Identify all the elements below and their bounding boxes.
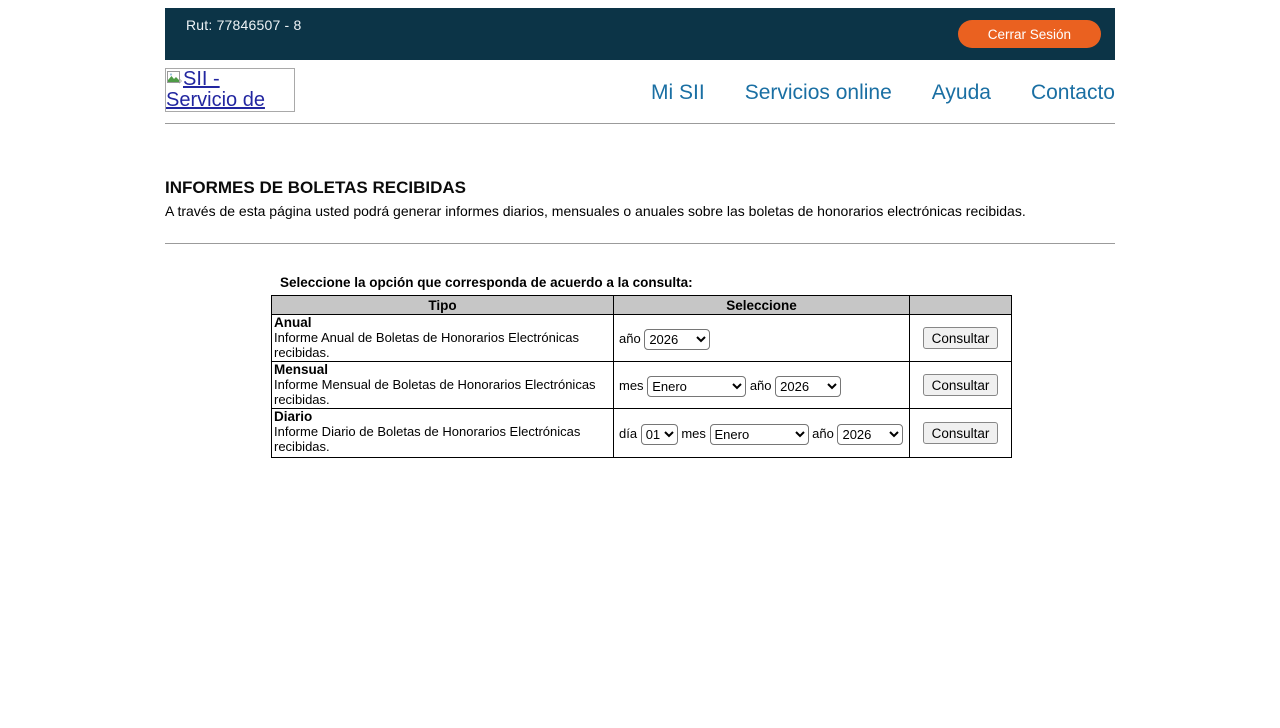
row-diario-type: Diario bbox=[274, 409, 313, 424]
diario-month-select[interactable] bbox=[710, 424, 809, 445]
diario-consultar-button[interactable]: Consultar bbox=[923, 422, 999, 444]
nav-item-servicios-online[interactable]: Servicios online bbox=[744, 81, 892, 104]
page-title: INFORMES DE BOLETAS RECIBIDAS bbox=[165, 178, 466, 197]
mensual-month-select[interactable] bbox=[647, 376, 746, 397]
table-header-row bbox=[272, 296, 1012, 315]
form-prompt: Seleccione la opción que corresponda de acuerdo a la consulta: bbox=[280, 275, 693, 290]
row-anual-description: Informe Anual de Boletas de Honorarios Electrónicas recibidas. bbox=[274, 330, 579, 360]
nav-item-contacto[interactable]: Contacto bbox=[1030, 81, 1115, 104]
table-row-anual bbox=[272, 315, 1012, 362]
row-mensual-type: Mensual bbox=[274, 362, 329, 377]
page-description: A través de esta página usted podrá generar informes diarios, mensuales o anuales sobre las boletas de honorarios electrónicas recibidas. bbox=[165, 203, 1026, 219]
anual-year-select[interactable] bbox=[644, 329, 710, 350]
anual-year-label: año bbox=[619, 330, 641, 346]
main-nav bbox=[651, 81, 1115, 105]
mensual-year-label: año bbox=[749, 377, 772, 393]
diario-day-label: día bbox=[619, 425, 638, 441]
mensual-consultar-button[interactable]: Consultar bbox=[923, 374, 999, 396]
consulta-form bbox=[271, 275, 1115, 458]
column-header-tipo: Tipo bbox=[272, 296, 614, 315]
row-mensual-description: Informe Mensual de Boletas de Honorarios Electrónicas recibidas. bbox=[274, 377, 596, 407]
column-header-empty bbox=[910, 296, 1012, 315]
diario-day-select[interactable] bbox=[641, 424, 678, 445]
mensual-month-label: mes bbox=[619, 377, 644, 393]
consulta-table bbox=[271, 295, 1012, 458]
nav-item-mi-sii[interactable]: Mi SII bbox=[651, 81, 705, 104]
logout-button[interactable]: Cerrar Sesión bbox=[958, 20, 1101, 48]
diario-month-label: mes bbox=[681, 425, 706, 441]
session-bar bbox=[165, 8, 1115, 60]
table-row-mensual bbox=[272, 362, 1012, 409]
row-diario-description: Informe Diario de Boletas de Honorarios Electrónicas recibidas. bbox=[274, 424, 581, 454]
anual-consultar-button[interactable]: Consultar bbox=[923, 327, 999, 349]
broken-image-icon bbox=[167, 71, 182, 85]
diario-year-select[interactable] bbox=[837, 424, 903, 445]
logo-alt-text: SII - Servicio de bbox=[166, 68, 265, 111]
nav-item-ayuda[interactable]: Ayuda bbox=[931, 81, 991, 104]
column-header-seleccione: Seleccione bbox=[614, 296, 910, 315]
header-divider bbox=[165, 123, 1115, 124]
site-header bbox=[165, 60, 1115, 123]
content-column bbox=[165, 8, 1115, 458]
row-anual-type: Anual bbox=[274, 315, 312, 330]
table-row-diario bbox=[272, 409, 1012, 458]
diario-year-label: año bbox=[812, 425, 834, 441]
mensual-year-select[interactable] bbox=[775, 376, 841, 397]
rut-label: Rut: 77846507 - 8 bbox=[186, 17, 302, 33]
content-divider bbox=[165, 243, 1115, 244]
sii-logo-broken-image[interactable] bbox=[165, 68, 295, 112]
